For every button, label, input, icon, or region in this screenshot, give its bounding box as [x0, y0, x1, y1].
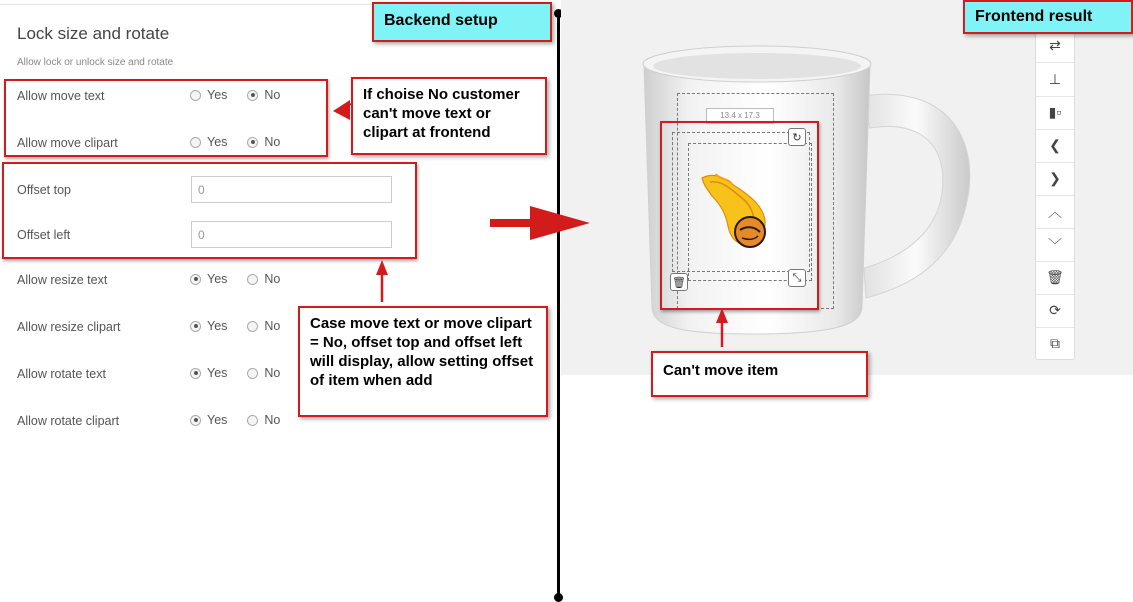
- arrow-up-icon[interactable]: ︿: [1036, 195, 1074, 229]
- align-icon[interactable]: ▮▫: [1036, 96, 1074, 130]
- refresh-icon[interactable]: ⟳: [1036, 294, 1074, 328]
- trash-icon[interactable]: 🗑: [1036, 261, 1074, 295]
- callout-cant-move: Can't move item: [651, 351, 868, 397]
- offset-top-label: Offset top: [17, 183, 71, 197]
- backend-setup-label: Backend setup: [372, 2, 552, 42]
- delete-handle-icon[interactable]: 🗑: [670, 273, 688, 291]
- yes-label: Yes: [207, 413, 228, 427]
- no-label: No: [264, 413, 281, 427]
- no-label: No: [264, 366, 281, 380]
- yes-label: Yes: [207, 319, 228, 333]
- arrow-left-icon[interactable]: ❮: [1036, 129, 1074, 163]
- resize-handle-icon[interactable]: ⤡: [788, 269, 806, 287]
- arrow-head: [376, 260, 388, 275]
- frontend-result-label: Frontend result: [963, 0, 1133, 34]
- arrow-head: [530, 206, 590, 240]
- allow-move-clipart-label: Allow move clipart: [17, 136, 118, 150]
- allow-resize-clipart-label: Allow resize clipart: [17, 320, 121, 334]
- allow-resize-text-label: Allow resize text: [17, 273, 108, 287]
- yes-label: Yes: [207, 272, 228, 286]
- no-label: No: [264, 135, 281, 149]
- arrow-right-icon[interactable]: ❯: [1036, 162, 1074, 196]
- yes-label: Yes: [207, 366, 228, 380]
- copy-icon[interactable]: ⧉: [1050, 335, 1060, 351]
- allow-rotate-clipart-label: Allow rotate clipart: [17, 414, 120, 428]
- size-tag: 13.4 x 17.3: [706, 108, 774, 124]
- arrow-head: [716, 308, 728, 323]
- callout-move: If choise No customer can't move text or clipart at frontend: [351, 77, 547, 155]
- yes-label: Yes: [207, 88, 228, 102]
- allow-rotate-text-label: Allow rotate text: [17, 367, 106, 381]
- no-label: No: [264, 319, 281, 333]
- arrow-head: [333, 100, 350, 120]
- section-title: Lock size and rotate: [17, 24, 170, 43]
- stamp-icon[interactable]: ⊥: [1036, 63, 1074, 97]
- yes-label: Yes: [207, 135, 228, 149]
- callout-offset: Case move text or move clipart = No, offset top and offset left will display, allow setting offset of item when add: [298, 306, 548, 417]
- no-label: No: [264, 272, 281, 286]
- rotate-handle-icon[interactable]: ↻: [788, 128, 806, 146]
- arrow-down-icon[interactable]: ﹀: [1036, 228, 1074, 262]
- swap-icon[interactable]: ⇄: [1036, 29, 1074, 63]
- offset-left-label: Offset left: [17, 228, 71, 242]
- section-subtitle: Allow lock or unlock size and rotate: [17, 57, 174, 68]
- no-label: No: [264, 88, 281, 102]
- allow-move-text-label: Allow move text: [17, 89, 105, 103]
